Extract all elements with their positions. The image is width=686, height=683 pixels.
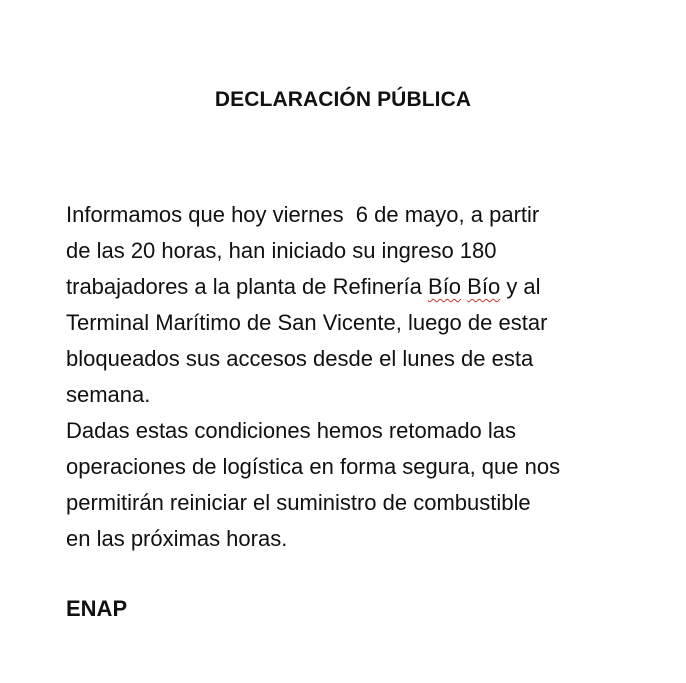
- body-line-1: Informamos que hoy viernes 6 de mayo, a partir: [66, 202, 540, 227]
- signature: ENAP: [66, 596, 128, 621]
- spellcheck-word-bio-2: Bío: [467, 274, 501, 299]
- body-line-3: [66, 269, 666, 305]
- body-line-6: semana.: [66, 382, 151, 407]
- body-line-2: de las 20 horas, han iniciado su ingreso 180: [66, 238, 497, 263]
- body-line-3-start: trabajadores a la planta de Refinería: [66, 274, 429, 299]
- body-line-3-end: y al: [500, 274, 541, 299]
- body-line-9: permitirán reiniciar el suministro de combustible: [66, 490, 531, 515]
- document-body: [66, 197, 666, 557]
- body-line-5: bloqueados sus accesos desde el lunes de esta: [66, 346, 534, 371]
- body-line-7: Dadas estas condiciones hemos retomado las: [66, 418, 517, 443]
- document-title: DECLARACIÓN PÚBLICA: [214, 88, 472, 111]
- spellcheck-word-bio-1: Bío: [428, 274, 462, 299]
- body-line-10: en las próximas horas.: [66, 526, 288, 551]
- body-line-8: operaciones de logística en forma segura, que nos: [66, 454, 561, 479]
- body-line-4: Terminal Marítimo de San Vicente, luego de estar: [66, 310, 548, 335]
